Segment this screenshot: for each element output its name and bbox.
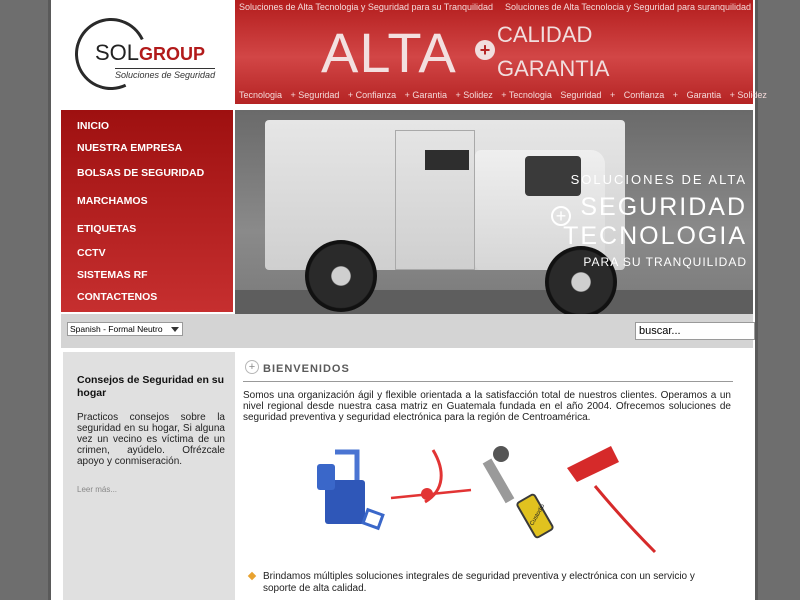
banner-keyword: + Tecnologia [501,90,552,100]
nav-item-nuestra-empresa[interactable]: NUESTRA EMPRESA [77,142,183,154]
section-title: BIENVENIDOS [263,363,350,375]
banner-top-text: Soluciones de Alta Tecnologia y Seguridad para su Tranquilidad [239,2,494,12]
toolbar [61,314,753,348]
chevron-down-icon [171,327,179,332]
plus-circle-icon: + [245,360,259,374]
banner-bottom-line [239,90,773,100]
banner-keyword: Garantia [686,90,722,100]
hero-tagline [563,172,747,269]
nav-item-sistemas-rf[interactable]: SISTEMAS RF [77,269,148,281]
banner-keyword: + [609,90,616,100]
logo-name-main: SOL [95,40,140,65]
language-select[interactable] [67,322,183,336]
bolt-seal [483,446,554,538]
nav-item-etiquetas[interactable]: ETIQUETAS [77,223,137,235]
banner-keyword: + [672,90,679,100]
banner-headline: ALTA [321,21,457,84]
hero-line-2: SEGURIDAD [580,193,747,221]
sidebar-title: Consejos de Seguridad en su hogar [77,374,225,399]
language-select-value: Spanish - Formal Neutro [70,324,163,334]
bullet-icon [248,572,256,580]
nav-item-contactenos[interactable]: CONTACTENOS [77,291,158,303]
nav-item-inicio[interactable]: INICIO [77,120,110,132]
banner-keyword: Seguridad [560,90,602,100]
banner-keyword: Confianza [623,90,665,100]
banner-keyword: + Garantia [404,90,447,100]
hero-image [235,110,753,312]
nav-item-cctv[interactable]: CCTV [77,247,106,259]
banner-keyword: + Confianza [347,90,397,100]
banner-keyword: + Solidez [729,90,767,100]
main-nav [61,110,233,312]
plus-icon: + [475,40,495,60]
sidebar [63,352,235,600]
nav-item-marchamos[interactable]: MARCHAMOS [77,195,148,207]
bolt-seal-label: Custodio [529,503,547,527]
page [48,0,767,600]
truck-wheel [305,240,377,312]
logo-tagline: Soluciones de Seguridad [115,70,216,80]
sidebar-text: Practicos consejos sobre la seguridad en su hogar, Si alguna vez un vecino es víctima de un crimen, ayúdelo. Ofrézcale apoyo y conmiseración. [77,412,225,467]
truck-side-window [425,150,469,170]
red-pulltight-seal [391,450,471,502]
security-seals-image [295,440,675,564]
banner-line-calidad: CALIDAD [497,22,593,47]
list-item [249,571,727,595]
read-more-link[interactable]: Leer más... [77,485,118,494]
logo-name-accent: GROUP [139,44,206,64]
search-input[interactable] [635,322,755,340]
hero-line-1: SOLUCIONES DE ALTA [570,172,747,187]
banner-keyword: Tecnologia [239,90,283,100]
banner-keyword: + Seguridad [290,90,340,100]
plus-icon: + [551,206,571,226]
intro-text: Somos una organización ágil y flexible orientada a la satisfacción total de nuestros clientes. Operamos a un nivel regional desde nuestra casa matriz en Guatemala fundada en el año 2004. Ofrecemos soluciones de seguridad preventiva y seguridad electrónica para la región de Centroamérica. [243,390,731,423]
red-tag-seal [567,446,655,552]
banner-top-text: Soluciones de Alta Tecnolocia y Seguridad para suranquilidad [505,2,752,12]
bullet-text: Brindamos múltiples soluciones integrales de seguridad preventiva y electrónica con un servicio y soporte de alta calidad. [263,571,695,594]
section-header [243,356,733,382]
banner-top-line [239,2,763,12]
banner-keyword: + Solidez [455,90,493,100]
blue-padlock-seal [317,452,383,528]
banner-line-garantia: GARANTIA [497,56,610,81]
hero-line-3: TECNOLOGIA [563,222,747,250]
nav-item-bolsas-de-seguridad[interactable]: BOLSAS DE SEGURIDAD [77,167,205,179]
header-banner [235,0,767,104]
hero-line-4: PARA SU TRANQUILIDAD [583,255,747,269]
company-logo[interactable] [75,18,235,98]
